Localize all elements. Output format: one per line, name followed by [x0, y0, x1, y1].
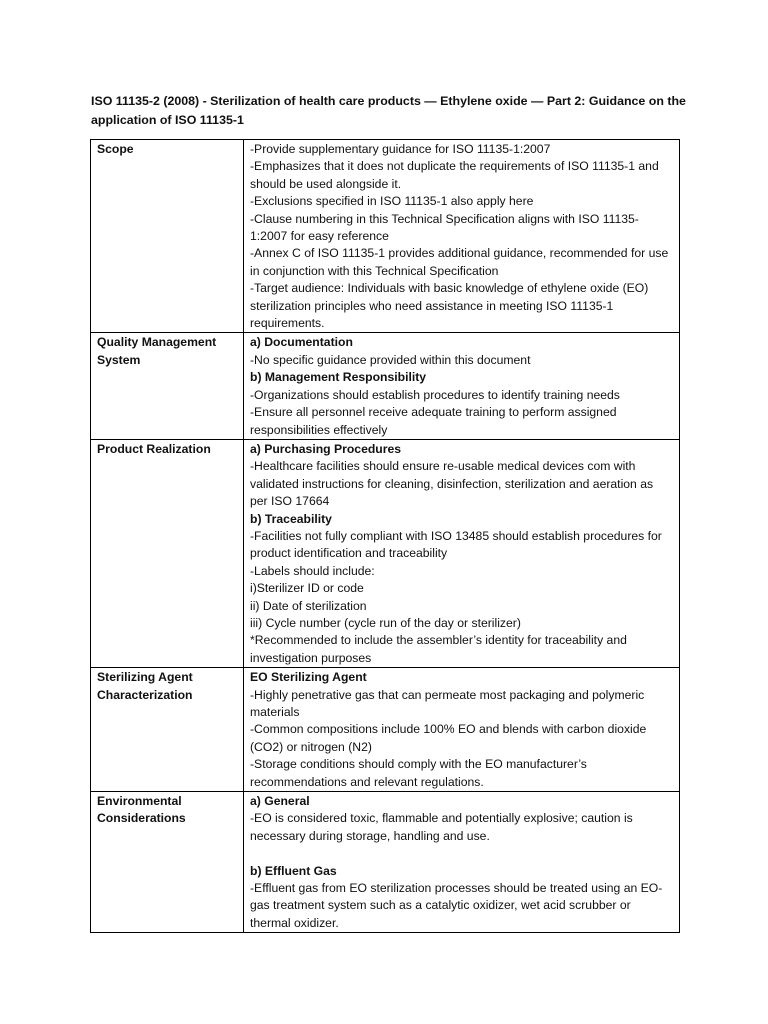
table-row: [91, 439, 680, 667]
guidance-table-body: [91, 140, 680, 933]
subheading-line: b) Management Responsibility: [250, 370, 427, 385]
blank-line: [250, 845, 674, 862]
table-row: [91, 333, 680, 439]
content-line: -Storage conditions should comply with the EO manufacturer’s recommendations and relevant regulations.: [250, 757, 591, 789]
subheading-line: a) Documentation: [250, 335, 353, 350]
content-line: -Highly penetrative gas that can permeate most packaging and polymeric materials: [250, 687, 648, 719]
content-line: -Target audience: Individuals with basic knowledge of ethylene oxide (EO) sterilization principles who need assistance in meeting ISO 11135-1 requirements.: [250, 281, 652, 331]
section-name-cell: Sterilizing Agent Characterization: [91, 668, 244, 792]
content-line: -EO is considered toxic, flammable and potentially explosive; caution is necessary during storage, handling and use.: [250, 811, 637, 843]
section-name-cell: Environmental Considerations: [91, 792, 244, 933]
content-line: -Labels should include:: [250, 563, 375, 578]
content-line: -Exclusions specified in ISO 11135-1 also apply here: [250, 194, 534, 209]
guidance-table: [90, 139, 680, 933]
content-line: -Common compositions include 100% EO and blends with carbon dioxide (CO2) or nitrogen (N2): [250, 722, 650, 754]
content-line: i)Sterilizer ID or code: [250, 581, 364, 596]
content-line: -Ensure all personnel receive adequate training to perform assigned responsibilities effectively: [250, 405, 620, 437]
section-content-cell: [244, 333, 680, 439]
subheading-line: a) Purchasing Procedures: [250, 441, 402, 456]
content-line: -Facilities not fully compliant with ISO 13485 should establish procedures for product identification and traceability: [250, 528, 666, 561]
content-line: ii) Date of sterilization: [250, 598, 367, 613]
content-line: -Annex C of ISO 11135-1 provides additional guidance, recommended for use in conjunction with this Technical Specification: [250, 246, 672, 278]
document-title: ISO 11135-2 (2008) - Sterilization of health care products — Ethylene oxide — Part 2: Guidance on the application of ISO 11135-1: [91, 94, 686, 127]
content-line: iii) Cycle number (cycle run of the day or sterilizer): [250, 615, 521, 630]
section-content-cell: [244, 439, 680, 667]
section-content-cell: [244, 668, 680, 792]
subheading-line: EO Sterilizing Agent: [250, 670, 367, 685]
table-row: [91, 668, 680, 792]
content-line: -Clause numbering in this Technical Specification aligns with ISO 11135-1:2007 for easy reference: [250, 211, 639, 244]
content-line: -Organizations should establish procedures to identify training needs: [250, 387, 620, 402]
table-row: [91, 792, 680, 933]
section-name-cell: Scope: [91, 140, 244, 333]
content-line: -Healthcare facilities should ensure re-usable medical devices com with validated instructions for cleaning, disinfection, sterilization and aeration as per ISO 17664: [250, 459, 657, 509]
subheading-line: a) General: [250, 794, 310, 809]
content-line: -No specific guidance provided within this document: [250, 352, 531, 367]
table-row: [91, 140, 680, 333]
content-line: *Recommended to include the assembler’s identity for traceability and investigation purposes: [250, 633, 631, 665]
subheading-line: b) Traceability: [250, 511, 332, 526]
section-content-cell: [244, 792, 680, 933]
content-line: -Effluent gas from EO sterilization processes should be treated using an EO-gas treatment system such as a catalytic oxidizer, wet acid scrubber or thermal oxidizer.: [250, 881, 663, 930]
content-line: -Emphasizes that it does not duplicate the requirements of ISO 11135-1 and should be used alongside it.: [250, 159, 663, 191]
section-content-cell: [244, 140, 680, 333]
content-line: -Provide supplementary guidance for ISO 11135-1:2007: [250, 142, 551, 156]
subheading-line: b) Effluent Gas: [250, 863, 337, 878]
section-name-cell: Product Realization: [91, 439, 244, 667]
section-name-cell: Quality Management System: [91, 333, 244, 439]
